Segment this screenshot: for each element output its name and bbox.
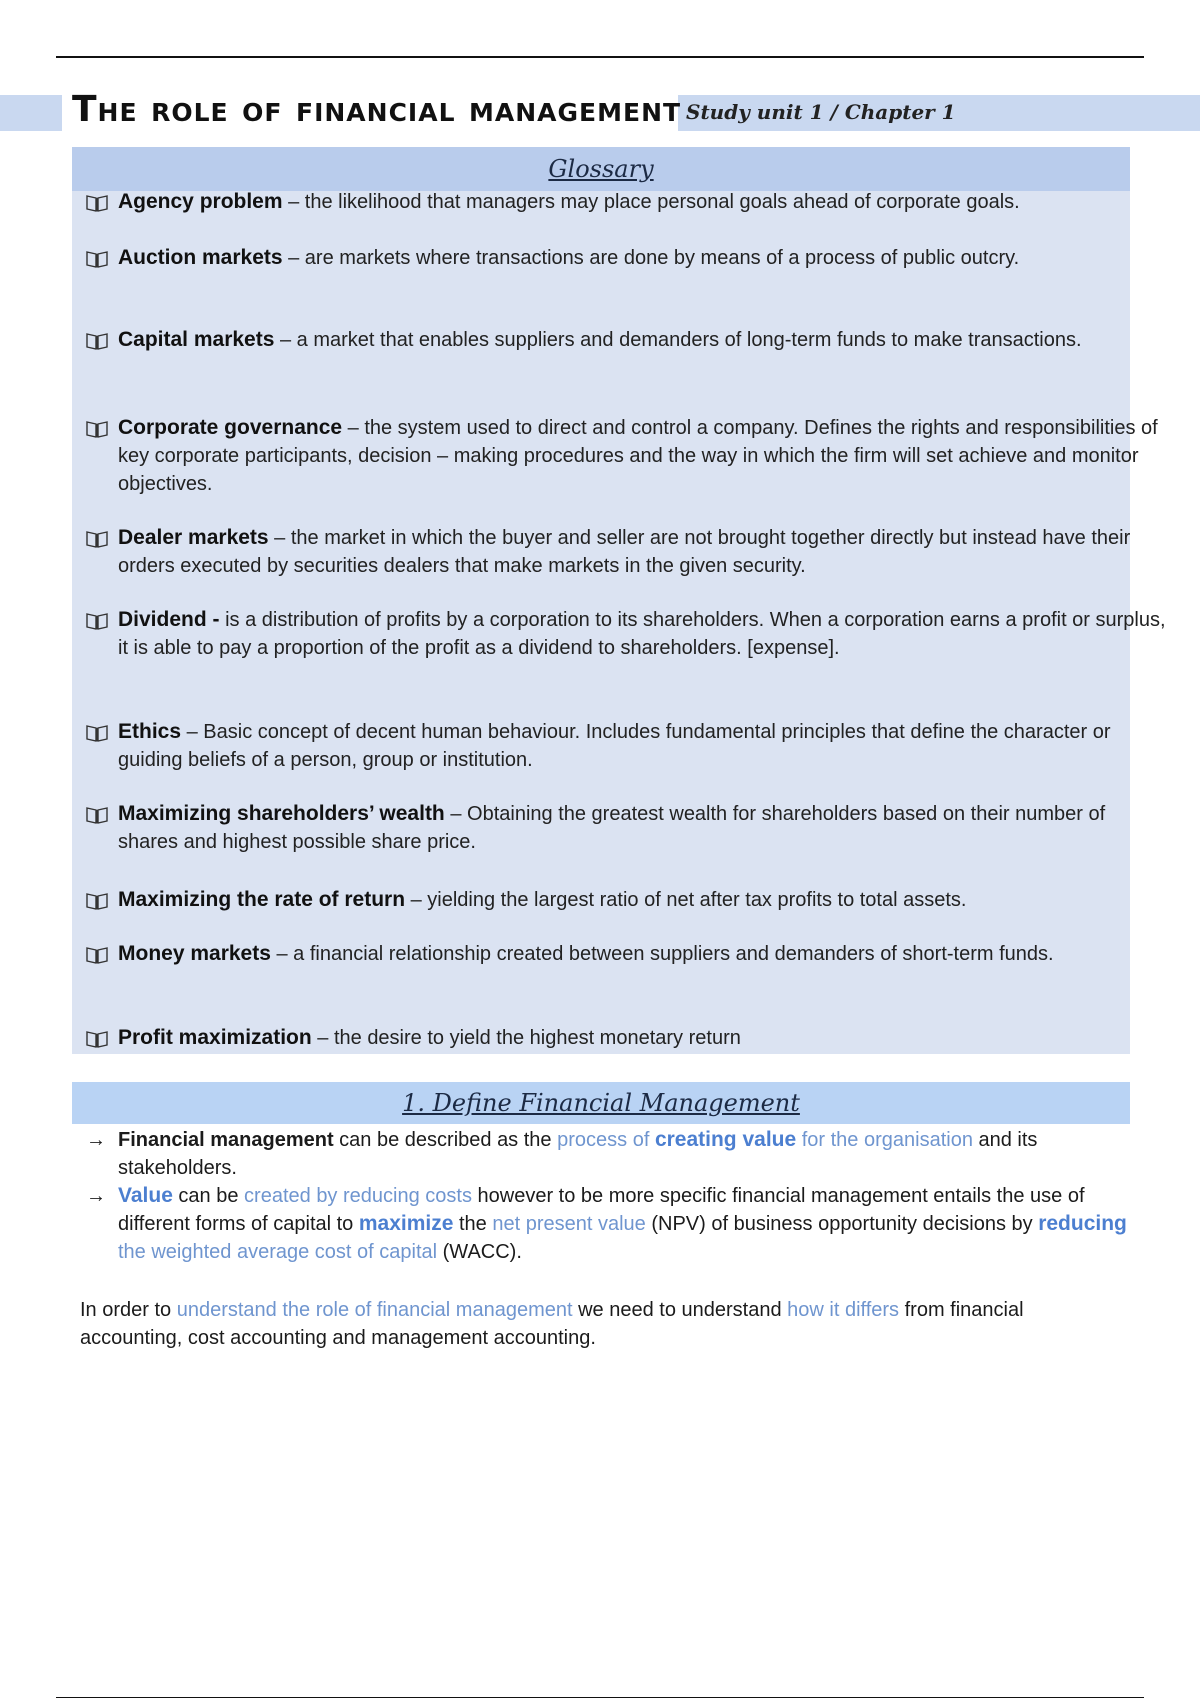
glossary-entry <box>82 886 1166 914</box>
highlight-text: how it differs <box>787 1299 900 1321</box>
glossary-definition: Obtaining the greatest wealth for shareholders based on their number of shares and highest possible share price. <box>118 803 1106 853</box>
book-icon <box>86 528 108 546</box>
glossary-definition: yielding the largest ratio of net after tax profits to total assets. <box>427 889 967 911</box>
glossary-box <box>72 147 1130 1054</box>
highlight-bold: maximize <box>358 1212 454 1235</box>
intro-paragraph <box>80 1296 1130 1352</box>
glossary-definition: the likelihood that managers may place personal goals ahead of corporate goals. <box>304 191 1020 213</box>
text: (NPV) of business opportunity decisions by <box>645 1213 1039 1235</box>
glossary-separator: – <box>311 1027 334 1049</box>
glossary-definition: the desire to yield the highest monetary return <box>333 1027 741 1049</box>
page-subtitle: Study unit 1 / Chapter 1 <box>686 100 956 124</box>
glossary-definition: are markets where transactions are done by means of a process of public outcry. <box>304 247 1020 269</box>
glossary-term: Corporate governance <box>118 416 343 439</box>
glossary-entry <box>82 940 1166 968</box>
book-icon <box>86 418 108 436</box>
glossary-definition: a market that enables suppliers and demanders of long-term funds to make transactions. <box>296 329 1082 351</box>
glossary-term: Auction markets <box>118 246 283 269</box>
text: can be described as the <box>333 1129 558 1151</box>
glossary-definition: is a distribution of profits by a corporation to its shareholders. When a corporation earns a profit or surplus, it is able to pay a proportion of the profit as a dividend to shareholders. [expense]. <box>118 609 1166 659</box>
glossary-entry <box>82 718 1166 774</box>
highlight-bold: Value <box>118 1184 173 1207</box>
text: In order to <box>80 1299 177 1321</box>
glossary-term: Dividend - <box>118 608 220 631</box>
glossary-separator: – <box>282 247 305 269</box>
glossary-separator: – <box>181 721 204 743</box>
bullet-list <box>86 1126 1136 1266</box>
text: however to be more specific financial management entails the use of different forms of capital to <box>118 1185 1085 1235</box>
glossary-entry <box>82 606 1166 662</box>
book-icon <box>86 248 108 266</box>
glossary-entry <box>82 244 1166 272</box>
glossary-separator: – <box>274 329 297 351</box>
glossary-entry <box>82 188 1166 216</box>
glossary-definition: a financial relationship created between suppliers and demanders of short-term funds. <box>293 943 1054 965</box>
glossary-separator: – <box>268 527 291 549</box>
book-icon <box>86 192 108 210</box>
top-rule <box>56 56 1144 58</box>
glossary-term: Profit maximization <box>118 1026 312 1049</box>
arrow-icon: → <box>86 1185 106 1207</box>
glossary-term: Maximizing shareholders’ wealth <box>118 802 445 825</box>
glossary-definition: Basic concept of decent human behaviour. Includes fundamental principles that define the character or guiding beliefs of a person, group or institution. <box>118 721 1111 771</box>
glossary-term: Maximizing the rate of return <box>118 888 406 911</box>
text: and its stakeholders. <box>118 1129 1038 1179</box>
section-heading: 1. Define Financial Management <box>72 1082 1130 1124</box>
highlight-text: for the organisation <box>796 1129 973 1151</box>
text: can be <box>172 1185 245 1207</box>
glossary-term: Capital markets <box>118 328 275 351</box>
highlight-text: understand the role of financial management <box>176 1299 573 1321</box>
glossary-separator: – <box>270 943 294 965</box>
text: from financial accounting, cost accounting and management accounting. <box>80 1299 1024 1349</box>
book-icon <box>86 804 108 822</box>
text: we need to understand <box>572 1299 788 1321</box>
book-icon <box>86 722 108 740</box>
highlight-bold: creating value <box>654 1128 797 1151</box>
glossary-term: Dealer markets <box>118 526 269 549</box>
glossary-entry <box>82 1024 1166 1052</box>
arrow-icon: → <box>86 1129 106 1151</box>
highlight-bold: reducing <box>1038 1212 1127 1235</box>
glossary-term: Money markets <box>118 942 271 965</box>
glossary-separator: – <box>342 417 365 439</box>
glossary-separator: – <box>282 191 305 213</box>
page-title: The role of financial management <box>72 89 682 130</box>
highlight-text: the weighted average cost of capital <box>118 1241 438 1263</box>
glossary-entry <box>82 800 1166 856</box>
book-icon <box>86 330 108 348</box>
highlight-text: created by reducing costs <box>244 1185 472 1207</box>
bottom-rule <box>56 1697 1144 1698</box>
glossary-separator: – <box>444 803 468 825</box>
title-band-left <box>0 95 62 131</box>
bold-term: Financial management <box>118 1129 334 1151</box>
glossary-entry <box>82 524 1166 580</box>
glossary-term: Ethics <box>118 720 182 743</box>
bullet-value <box>86 1182 1136 1266</box>
text: (WACC). <box>437 1241 522 1263</box>
glossary-entry <box>82 326 1166 354</box>
highlight-text: net present value <box>492 1213 646 1235</box>
glossary-definition: the system used to direct and control a company. Defines the rights and responsibilities of key corporate participants, decision – making procedures and the way in which the firm will set achieve and monitor objectives. <box>118 417 1158 495</box>
book-icon <box>86 610 108 628</box>
glossary-term: Agency problem <box>118 190 283 213</box>
glossary-definition: the market in which the buyer and seller are not brought together directly but instead have their orders executed by securities dealers that make markets in the given security. <box>118 527 1131 577</box>
glossary-separator: – <box>405 889 428 911</box>
highlight-text: process of <box>557 1129 655 1151</box>
book-icon <box>86 890 108 908</box>
book-icon <box>86 1028 108 1046</box>
book-icon <box>86 944 108 962</box>
text: the <box>453 1213 493 1235</box>
bullet-financial-management <box>86 1126 1136 1182</box>
glossary-entry <box>82 414 1166 498</box>
glossary-heading: Glossary <box>72 147 1130 191</box>
